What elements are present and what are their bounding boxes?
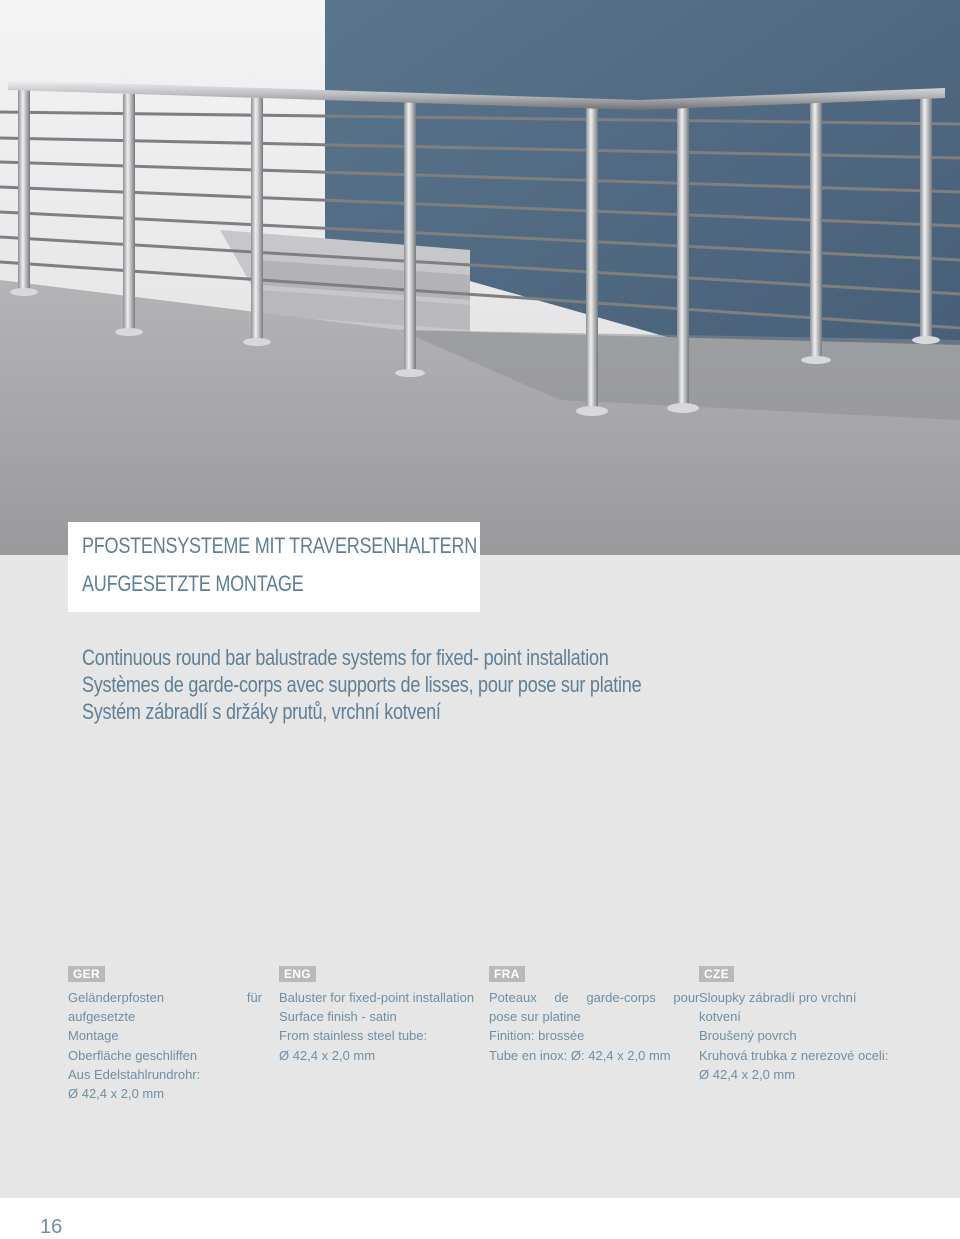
language-badge-fra: FRA (489, 966, 525, 982)
column-line: Geländerpfosten für aufgesetzte (68, 990, 262, 1025)
column-line: Sloupky zábradlí pro vrchní (699, 990, 857, 1005)
column-ger (68, 964, 264, 1103)
column-line: Kruhová trubka z nerezové oceli: (699, 1047, 889, 1063)
page-title-line-1: PFOSTENSYSTEME MIT TRAVERSENHALTERN (82, 533, 478, 558)
column-line: Oberfläche geschliffen (68, 1047, 198, 1063)
column-line: Tube en inox: Ø: 42,4 x 2,0 mm (489, 1047, 671, 1063)
page-title-line-2: AUFGESETZTE MONTAGE (82, 571, 304, 596)
language-badge-ger: GER (68, 966, 105, 982)
column-line: Baluster for fixed-point installation (279, 990, 475, 1005)
column-fra (489, 964, 700, 1065)
column-line: From stainless steel tube: (279, 1028, 428, 1044)
column-line: pose sur platine (489, 1009, 581, 1025)
column-line: Montage (68, 1028, 119, 1044)
railing-photo-icon (0, 0, 960, 555)
column-line: Ø 42,4 x 2,0 mm (699, 1066, 796, 1082)
column-cze (699, 964, 895, 1084)
language-badge-eng: ENG (279, 966, 316, 982)
column-line: Ø 42,4 x 2,0 mm (68, 1086, 165, 1102)
subtitle-english: Continuous round bar balustrade systems for fixed- point installation (82, 645, 609, 670)
column-line: Ø 42,4 x 2,0 mm (279, 1047, 376, 1063)
column-line: kotvení (699, 1009, 741, 1025)
column-eng (279, 964, 475, 1065)
subtitle-czech: Systém zábradlí s držáky prutů, vrchní kotvení (82, 699, 441, 724)
column-line: Aus Edelstahlrundrohr: (68, 1066, 201, 1082)
language-badge-cze: CZE (699, 966, 734, 982)
column-line: Broušený povrch (699, 1028, 797, 1044)
subtitle-french: Systèmes de garde-corps avec supports de lisses, pour pose sur platine (82, 672, 642, 697)
column-line: Poteaux de garde-corps pour (489, 990, 700, 1005)
railing-photo (0, 0, 960, 555)
column-line: Surface finish - satin (279, 1009, 397, 1025)
column-line: Finition: brossée (489, 1028, 585, 1044)
page-number: 16 (40, 1216, 63, 1238)
